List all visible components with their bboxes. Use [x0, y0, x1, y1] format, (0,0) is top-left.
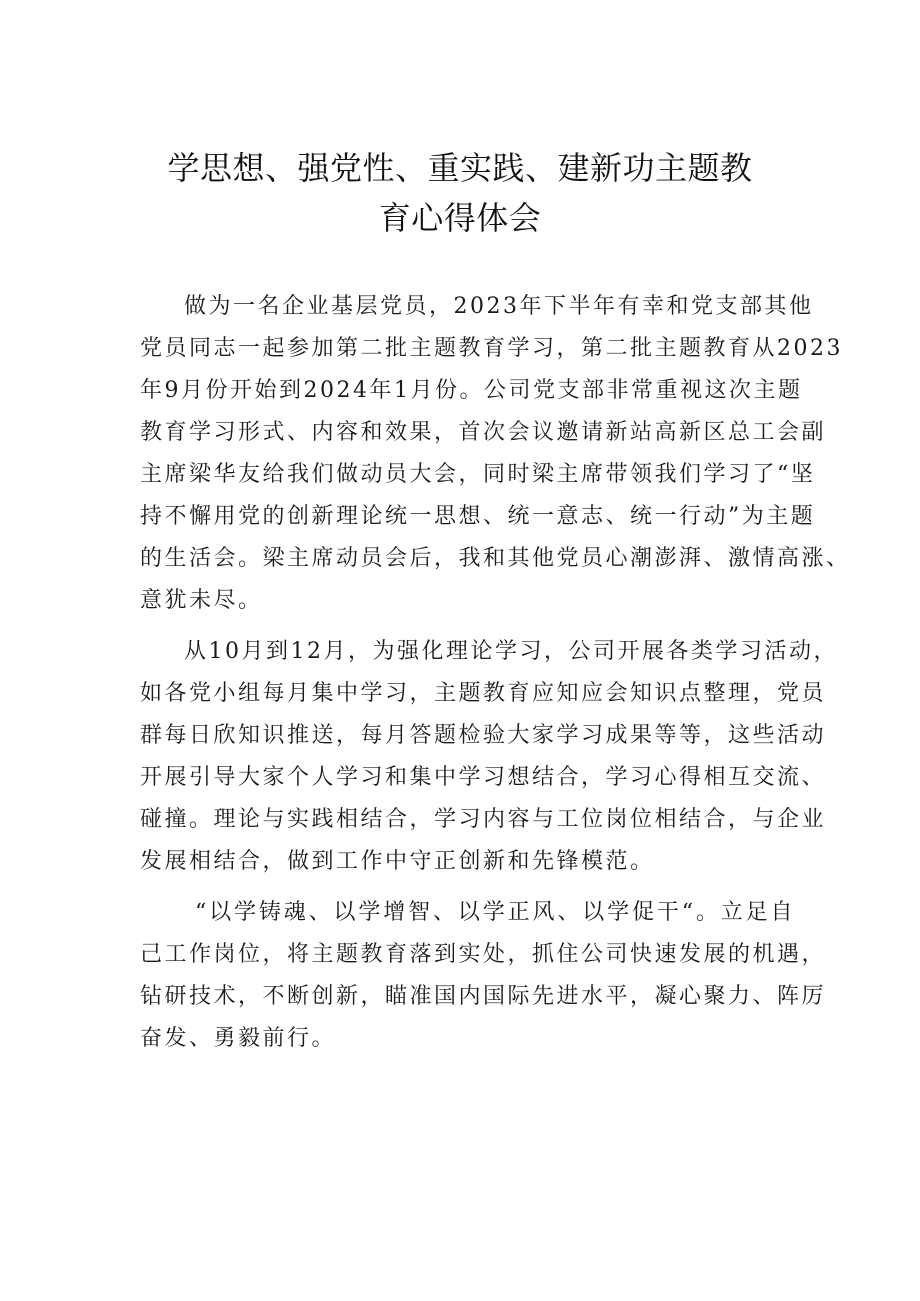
text-line: 己工作岗位，将主题教育落到实处，抓住公司快速发展的机遇， [140, 942, 827, 967]
title-line: 学思想、强党性、重实践、建新功主题教 [167, 149, 753, 187]
text-line: 从10月到12月，为强化理论学习，公司开展各类学习活动， [184, 639, 838, 664]
text-line: 发展相结合，做到工作中守正创新和先锋模范。 [140, 849, 655, 874]
text-line: 年9月份开始到2024年1月份。公司党支部非常重视这次主题 [140, 378, 803, 403]
text-line: 主席梁华友给我们做动员大会，同时梁主席带领我们学习了“坚 [140, 462, 816, 487]
text-line: 如各党小组每月集中学习，主题教育应知应会知识点整理，党员 [140, 681, 827, 706]
text-line: “以学铸魂、以学增智、以学正风、以学促干“。立足自 [195, 900, 795, 925]
text-line: 的生活会。梁主席动员会后，我和其他党员心潮澎湃、激情高涨、 [140, 546, 851, 571]
text-line: 奋发、勇毅前行。 [140, 1026, 337, 1051]
text-line: 党员同志一起参加第二批主题教育学习，第二批主题教育从2023 [140, 336, 843, 361]
text-line: 群每日欣知识推送，每月答题检验大家学习成果等等，这些活动 [140, 723, 827, 748]
text-line: 意犹未尽。 [140, 588, 263, 613]
text-line: 持不懈用党的创新理论统一思想、统一意志、统一行动”为主题 [140, 504, 816, 529]
paragraph-2 [140, 631, 838, 883]
paragraph-1 [140, 286, 851, 622]
document-title [130, 143, 790, 243]
text-line: 开展引导大家个人学习和集中学习想结合，学习心得相互交流、 [140, 765, 827, 790]
text-line: 教育学习形式、内容和效果，首次会议邀请新站高新区总工会副 [140, 420, 827, 445]
text-line: 做为一名企业基层党员，2023年下半年有幸和党支部其他 [184, 294, 814, 319]
paragraph-3 [140, 892, 827, 1060]
text-line: 钻研技术，不断创新，瞄准国内国际先进水平，凝心聚力、阵厉 [140, 984, 827, 1009]
text-line: 碰撞。理论与实践相结合，学习内容与工位岗位相结合，与企业 [140, 807, 827, 832]
title-line: 育心得体会 [378, 199, 542, 237]
document-body [140, 286, 851, 1069]
